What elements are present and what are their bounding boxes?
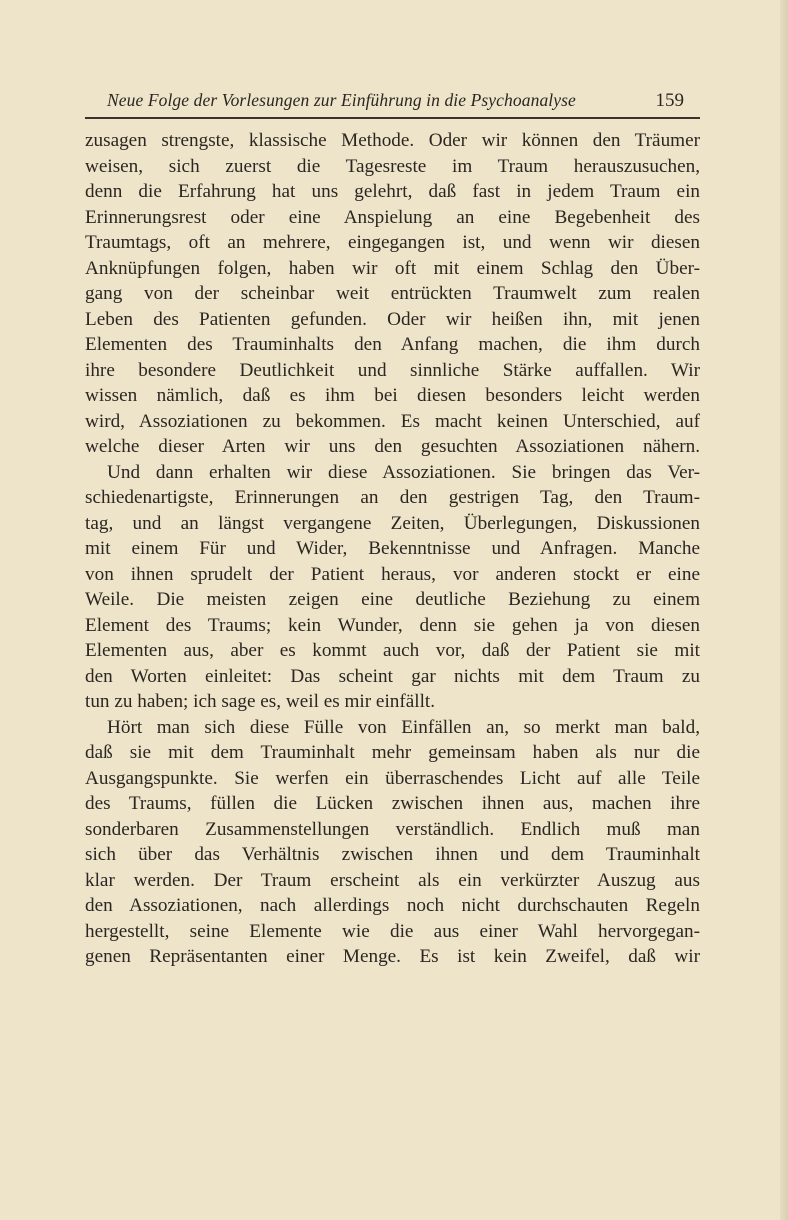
text-line: welche dieser Arten wir uns den gesuchten Assoziationen nähern. <box>85 436 700 457</box>
text-line: wird, Assoziationen zu bekommen. Es macht keinen Unterschied, auf <box>85 410 700 432</box>
text-line: sich über das Verhältnis zwischen ihnen und dem Trauminhalt <box>85 844 700 865</box>
text-line: ihre besondere Deutlichkeit und sinnliche Stärke auffallen. Wir <box>85 359 700 381</box>
text-line: weisen, sich zuerst die Tagesreste im Traum herauszusuchen, <box>85 155 700 177</box>
text-line: gang von der scheinbar weit entrückten Traumwelt zum realen <box>85 283 700 304</box>
text-line: sonderbaren Zusammenstellungen verständlich. Endlich muß man <box>85 818 700 840</box>
text-line: Elementen aus, aber es kommt auch vor, daß der Patient sie mit <box>85 640 700 661</box>
text-line: Anknüpfungen folgen, haben wir oft mit einem Schlag den Über- <box>85 257 700 279</box>
page-number: 159 <box>655 90 684 111</box>
running-header <box>85 88 700 114</box>
header-rule <box>85 117 700 119</box>
text-line: Und dann erhalten wir diese Assoziationen. Sie bringen das Ver- <box>107 461 700 483</box>
text-line: klar werden. Der Traum erscheint als ein verkürzter Auszug aus <box>85 869 700 891</box>
text-line: den Assoziationen, nach allerdings noch nicht durchschauten Regeln <box>85 895 700 916</box>
text-line: schiedenartigste, Erinnerungen an den gestrigen Tag, den Traum- <box>85 487 700 508</box>
page-edge-shadow <box>780 0 788 1220</box>
text-line: Elementen des Trauminhalts den Anfang machen, die ihm durch <box>85 334 700 355</box>
text-line: tag, und an längst vergangene Zeiten, Überlegungen, Diskussionen <box>85 512 700 534</box>
text-line: Hört man sich diese Fülle von Einfällen an, so merkt man bald, <box>107 716 700 738</box>
text-line: genen Repräsentanten einer Menge. Es ist kein Zweifel, daß wir <box>85 946 700 967</box>
text-line: zusagen strengste, klassische Methode. Oder wir können den Träumer <box>85 130 700 151</box>
body-text <box>85 128 700 970</box>
text-line: Weile. Die meisten zeigen eine deutliche Beziehung zu einem <box>85 589 700 610</box>
text-line: Leben des Patienten gefunden. Oder wir heißen ihn, mit jenen <box>85 308 700 330</box>
text-line: Traumtags, oft an mehrere, eingegangen ist, und wenn wir diesen <box>85 232 700 253</box>
text-line: hergestellt, seine Elemente wie die aus einer Wahl hervorgegan- <box>85 920 700 942</box>
text-line: Ausgangspunkte. Sie werfen ein überraschendes Licht auf alle Teile <box>85 767 700 789</box>
text-line: daß sie mit dem Trauminhalt mehr gemeinsam haben als nur die <box>85 742 700 763</box>
text-line: den Worten einleitet: Das scheint gar nichts mit dem Traum zu <box>85 665 700 687</box>
text-line: des Traums, füllen die Lücken zwischen ihnen aus, machen ihre <box>85 793 700 814</box>
text-line: tun zu haben; ich sage es, weil es mir einfällt. <box>85 691 436 712</box>
text-line: wissen nämlich, daß es ihm bei diesen besonders leicht werden <box>85 385 700 406</box>
text-line: mit einem Für und Wider, Bekenntnisse und Anfragen. Manche <box>85 538 700 559</box>
running-title: Neue Folge der Vorlesungen zur Einführung in die Psychoanalyse <box>107 90 576 110</box>
text-line: von ihnen sprudelt der Patient heraus, vor anderen stockt er eine <box>85 563 700 585</box>
text-line: Element des Traums; kein Wunder, denn sie gehen ja von diesen <box>85 614 700 636</box>
text-line: denn die Erfahrung hat uns gelehrt, daß fast in jedem Traum ein <box>85 181 700 202</box>
text-line: Erinnerungsrest oder eine Anspielung an eine Begebenheit des <box>85 206 700 228</box>
